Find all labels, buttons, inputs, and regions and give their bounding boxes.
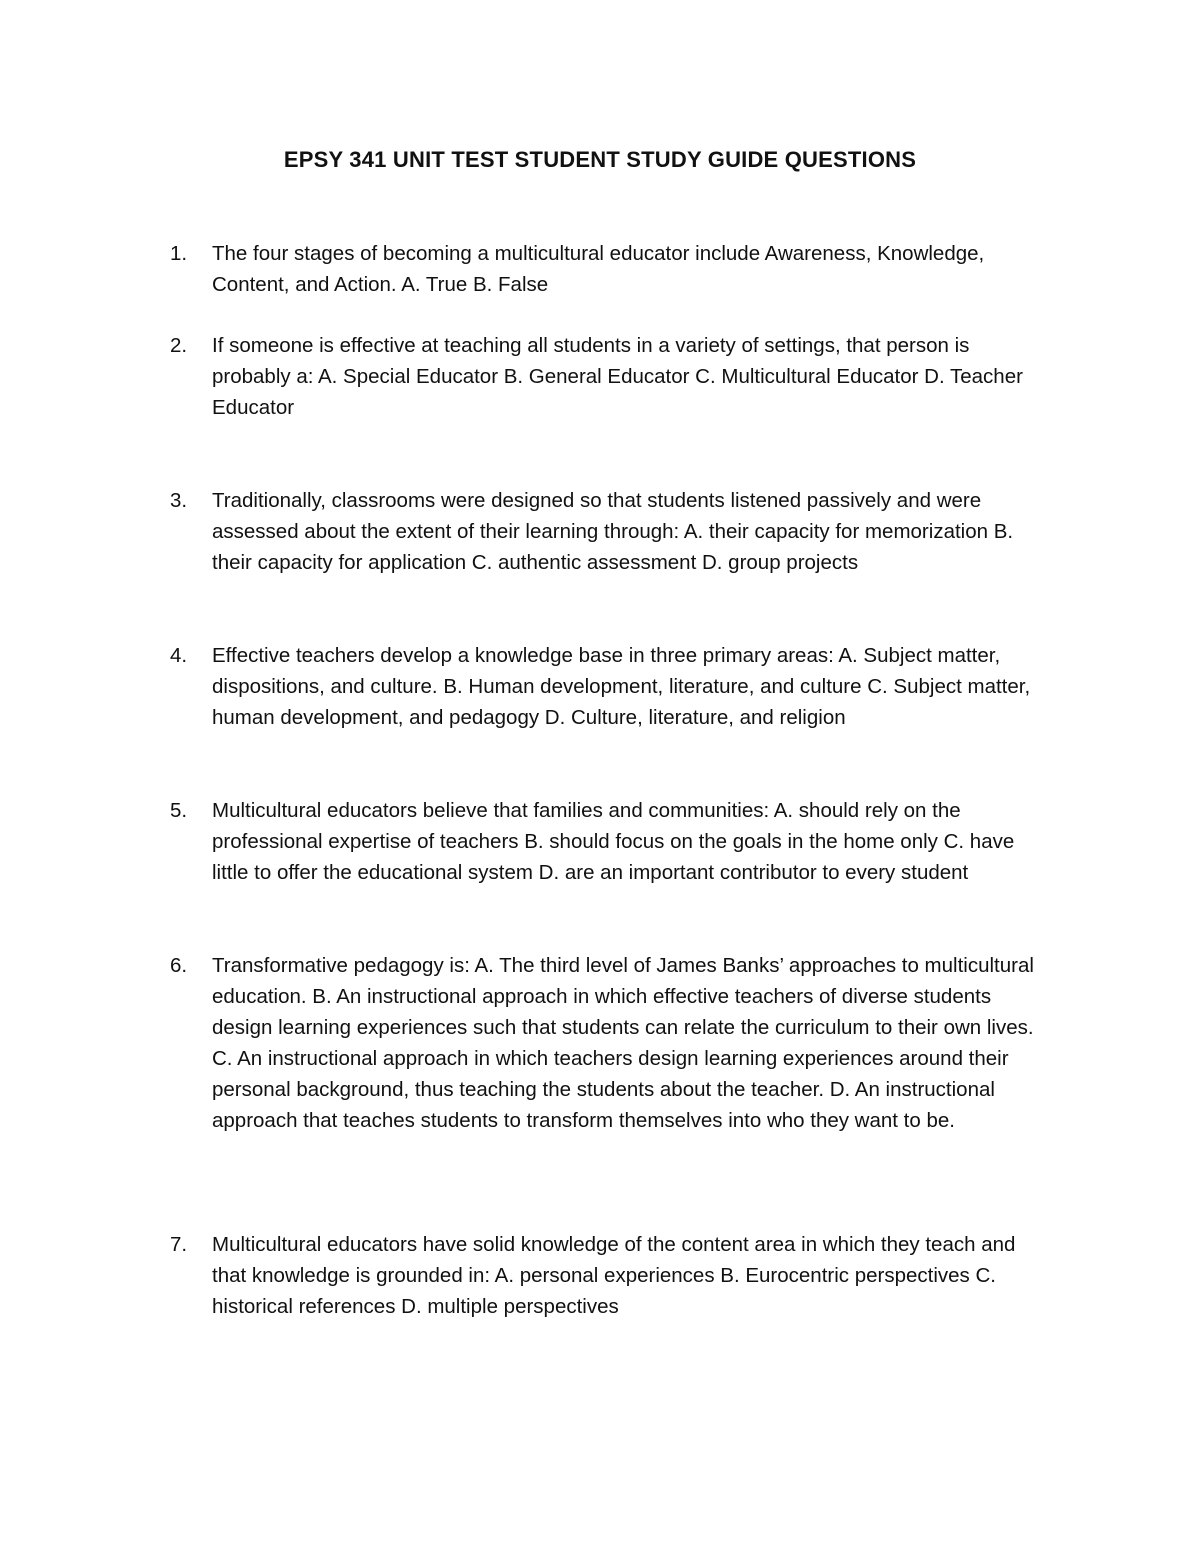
question-text: Multicultural educators have solid knowledge of the content area in which they teach and that knowledge is grounded in: A. personal experiences B. Eurocentric perspectives C. historical references D. multiple perspectives [212, 1233, 1016, 1318]
question-text: Effective teachers develop a knowledge base in three primary areas: A. Subject matter, dispositions, and culture. B. Human development, literature, and culture C. Subject matter, human development, and pedagogy D. Culture, literature, and religion [212, 644, 1031, 729]
question-text: Traditionally, classrooms were designed so that students listened passively and were assessed about the extent of their learning through: A. their capacity for memorization B. their capacity for application C. authentic assessment D. group projects [212, 489, 1014, 574]
question-7 [170, 1229, 1050, 1322]
question-text: If someone is effective at teaching all students in a variety of settings, that person is probably a: A. Special Educator B. General Educator C. Multicultural Educator D. Teacher Educator [212, 334, 1023, 419]
question-number: 5. [170, 799, 188, 822]
question-number: 2. [170, 334, 188, 357]
question-number: 6. [170, 954, 188, 977]
document-title: EPSY 341 UNIT TEST STUDENT STUDY GUIDE QUESTIONS [283, 147, 917, 172]
question-1 [170, 238, 1050, 300]
question-number: 4. [170, 644, 188, 667]
question-number: 7. [170, 1233, 188, 1256]
question-5 [170, 795, 1050, 888]
question-text: The four stages of becoming a multicultural educator include Awareness, Knowledge, Content, and Action. A. True B. False [212, 242, 985, 296]
question-3 [170, 485, 1050, 578]
question-6 [170, 950, 1050, 1136]
question-number: 3. [170, 489, 188, 512]
question-number: 1. [170, 242, 188, 265]
question-text: Transformative pedagogy is: A. The third level of James Banks’ approaches to multicultural education. B. An instructional approach in which effective teachers of diverse students design learning experiences such that students can relate the curriculum to their own lives. C. An instructional approach in which teachers design learning experiences around their personal background, thus teaching the students about the teacher. D. An instructional approach that teaches students to transform themselves into who they want to be. [212, 954, 1034, 1132]
question-2 [170, 330, 1050, 423]
question-text: Multicultural educators believe that families and communities: A. should rely on the professional expertise of teachers B. should focus on the goals in the home only C. have little to offer the educational system D. are an important contributor to every student [212, 799, 1015, 884]
question-4 [170, 640, 1050, 733]
